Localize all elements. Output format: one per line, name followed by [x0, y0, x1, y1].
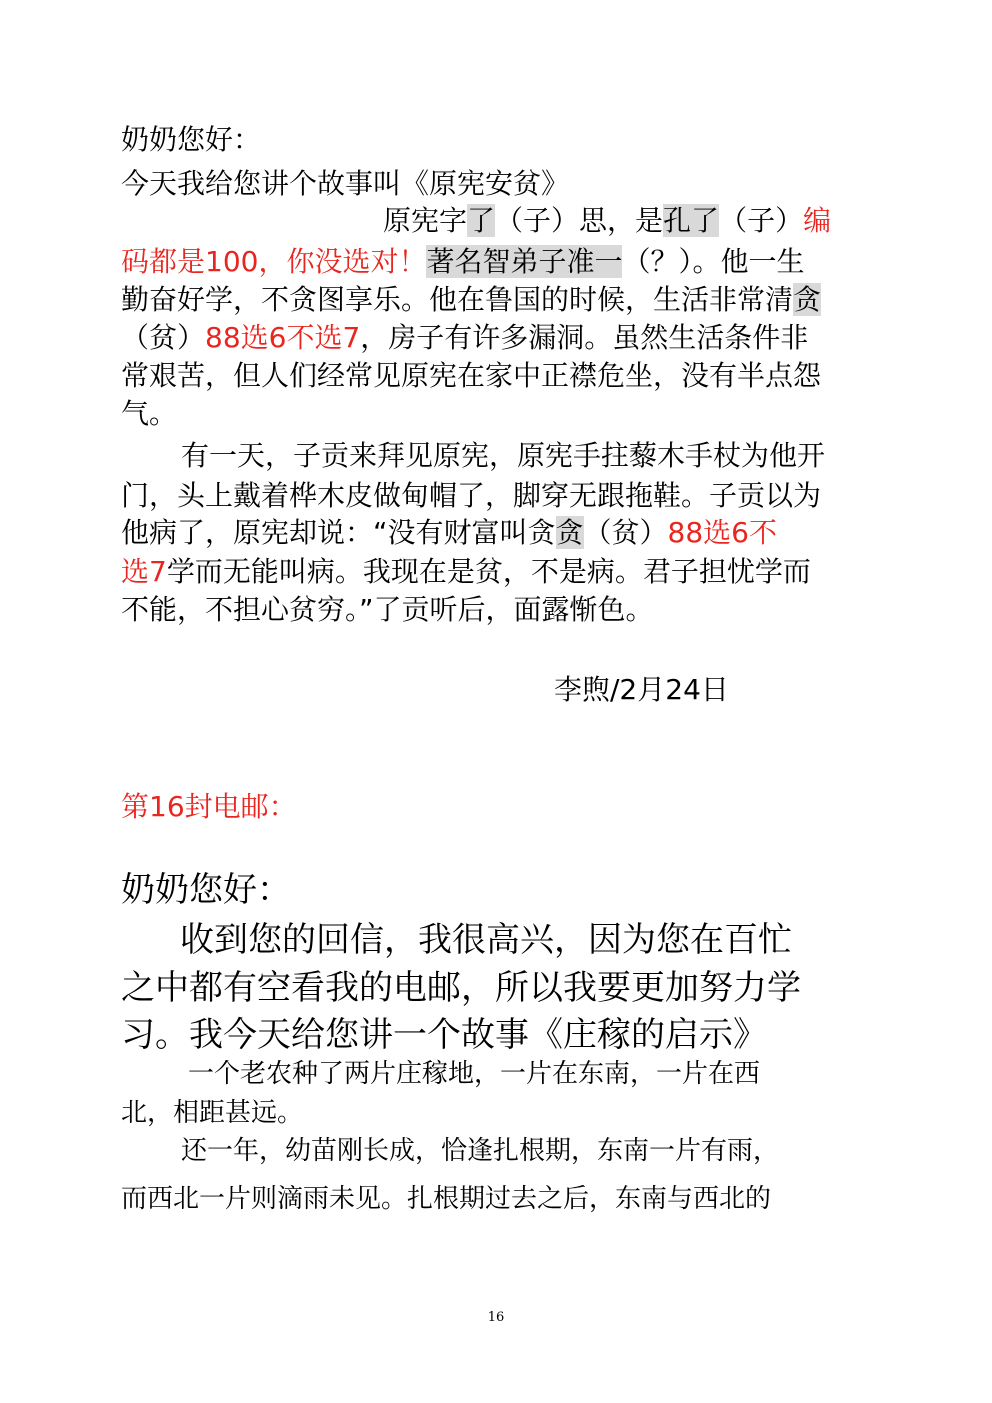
letter1-line-4: 码都是100，你没选对！著名智弟子准一（？）。他一生 [121, 245, 805, 278]
red-annotation: 码都是100，你没选对！ [121, 245, 427, 278]
letter1-line-6: （贫）88选6不选7，房子有许多漏洞。虽然生活条件非 [121, 321, 809, 354]
letter2-line-8: 而西北一片则滴雨未见。扎根期过去之后，东南与西北的 [121, 1184, 772, 1214]
highlight: 著名智弟子准一 [426, 245, 623, 278]
letter1-line-10: 门，头上戴着桦木皮做甸帽了，脚穿无跟拖鞋。子贡以为 [121, 479, 822, 512]
red-annotation: 选7 [121, 555, 167, 588]
highlight: 贪 [793, 283, 822, 316]
letter1-line-11: 他病了，原宪却说：“没有财富叫贪贪（贫）88选6不 [121, 516, 777, 549]
letter2-line-6: 北，相距甚远。 [121, 1098, 304, 1128]
letter1-intro: 今天我给您讲个故事叫《原宪安贫》 [121, 167, 570, 200]
letter1-line-12: 选7学而无能叫病。我现在是贫，不是病。君子担忧学而 [121, 555, 811, 588]
letter1-signature: 李煦/2月24日 [554, 673, 729, 706]
letter1-line-8: 气。 [121, 397, 178, 430]
letter1-line-7: 常艰苦，但人们经常见原宪在家中正襟危坐，没有半点怨 [121, 359, 822, 392]
page-number: 16 [487, 1310, 505, 1325]
email-heading: 第16封电邮： [121, 790, 297, 823]
letter1-line-5: 勤奋好学，不贪图享乐。他在鲁国的时候，生活非常清贪 [121, 283, 822, 316]
highlight: 贪 [555, 516, 584, 549]
letter1-line-13: 不能，不担心贫穷。”了贡听后，面露惭色。 [121, 593, 654, 626]
letter2-line-5: 一个老农种了两片庄稼地，一片在东南，一片在西 [188, 1059, 761, 1089]
red-annotation: 88选6不 [667, 516, 777, 549]
letter2-line-4: 习。我今天给您讲一个故事《庄稼的启示》 [121, 1015, 767, 1055]
letter1-line-3: 原宪字了（子）思，是孔了（子）编 [383, 204, 832, 237]
red-annotation: 编 [803, 204, 832, 237]
highlight: 孔了 [663, 204, 720, 237]
letter2-line-2: 收到您的回信，我很高兴，因为您在百忙 [180, 920, 792, 960]
red-annotation: 88选6不选7 [205, 321, 361, 354]
letter2-line-3: 之中都有空看我的电邮，所以我要更加努力学 [121, 968, 801, 1008]
letter1-line-9: 有一天，子贡来拜见原宪，原宪手拄藜木手杖为他开 [181, 439, 826, 472]
letter2-line-7: 还一年，幼苗刚长成，恰逢扎根期，东南一片有雨， [181, 1136, 780, 1166]
letter2-greeting: 奶奶您好： [121, 870, 291, 910]
highlight: 了 [467, 204, 496, 237]
letter1-greeting: 奶奶您好： [121, 123, 262, 156]
